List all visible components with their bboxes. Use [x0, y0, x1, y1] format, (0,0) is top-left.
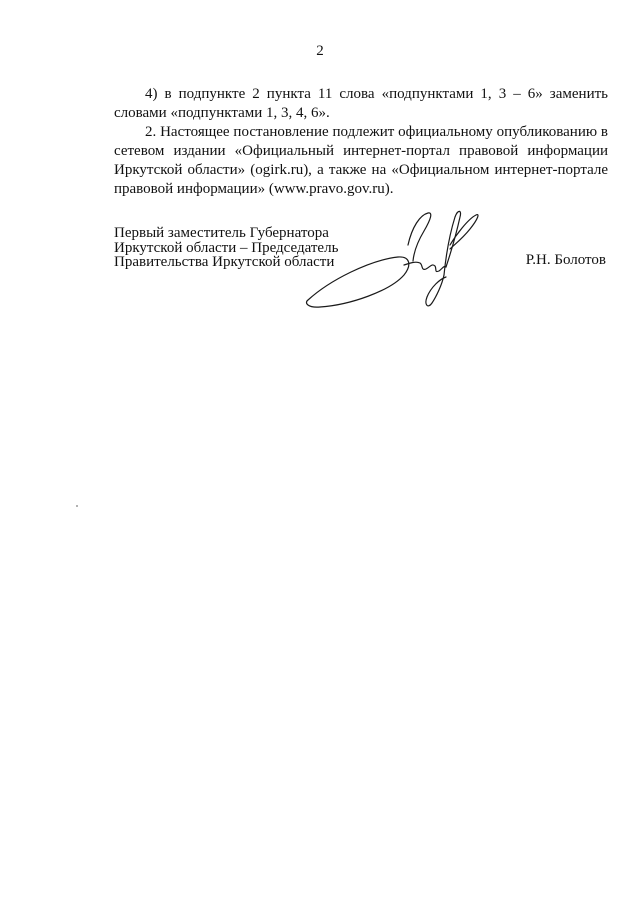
page-number: 2	[316, 43, 324, 59]
paragraph-amendment: 4) в подпункте 2 пункта 11 слова «подпунктами 1, 3 – 6» заменить словами «подпунктами 1, 3, 4, 6».	[114, 86, 608, 121]
paragraph-publication: 2. Настоящее постановление подлежит официальному опубликованию в сетевом издании «Официальный интернет-портал правовой информации Иркутской области» (ogirk.ru), а также на «Официальном интернет-портале правовой информации» (www.pravo.gov.ru).	[114, 124, 608, 197]
signer-name: Р.Н. Болотов	[525, 252, 606, 268]
signatory-title-line: Первый заместитель Губернатора	[114, 225, 329, 241]
signatory-title-line: Иркутской области – Председатель	[114, 239, 339, 256]
handwritten-signature	[300, 205, 485, 315]
scan-dot	[76, 505, 78, 507]
document-body	[114, 85, 608, 199]
signatory-title-line: Правительства Иркутской области	[114, 254, 335, 270]
